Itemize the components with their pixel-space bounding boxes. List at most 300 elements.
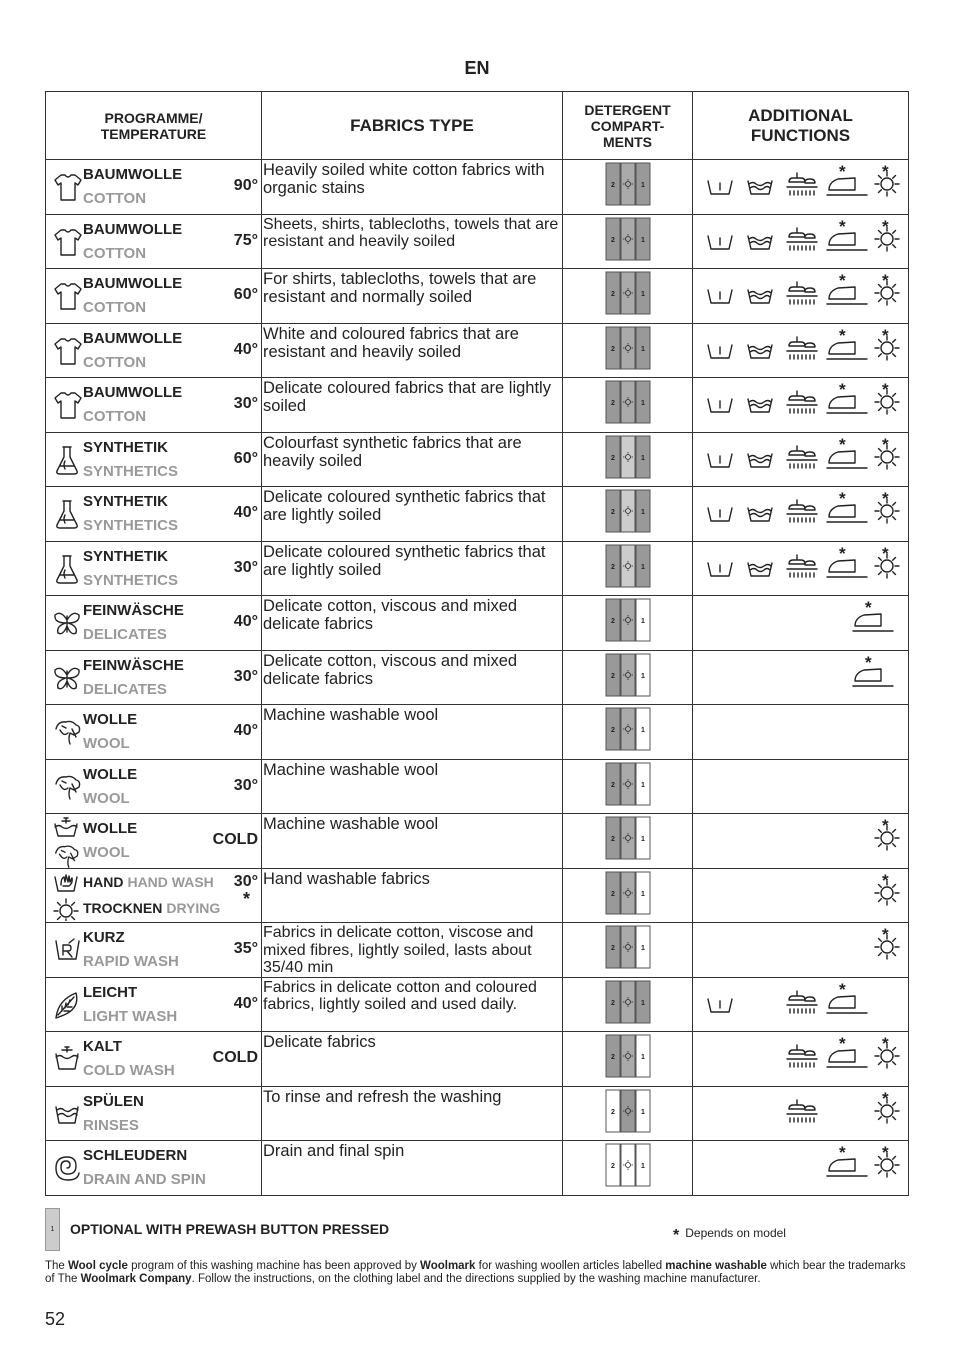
drying-sun-icon bbox=[52, 897, 80, 921]
prewash-icon bbox=[705, 556, 735, 585]
svg-text:1: 1 bbox=[640, 563, 645, 571]
fabrics-cell bbox=[262, 378, 563, 433]
functions-cell bbox=[693, 541, 909, 596]
detergent-compartment-icon bbox=[604, 454, 652, 483]
rinse-icon bbox=[785, 170, 819, 203]
detergent-compartment-icon bbox=[604, 400, 652, 428]
fabric-description: Hand washable fabrics bbox=[263, 869, 430, 888]
cotton-shirt-icon bbox=[52, 334, 82, 368]
functions-cell bbox=[693, 705, 909, 760]
detergent-compartment-icon bbox=[604, 1054, 652, 1082]
functions-cell bbox=[693, 214, 909, 269]
dry-icon bbox=[873, 816, 901, 857]
temperature: 75° bbox=[233, 231, 258, 249]
temperature: 40° bbox=[233, 994, 258, 1012]
fabric-description: Delicate cotton, viscous and mixed delicate fabrics bbox=[263, 597, 518, 633]
star-icon: * bbox=[882, 870, 889, 890]
programme-name-de: WOLLE bbox=[83, 711, 138, 728]
iron-icon bbox=[851, 598, 895, 639]
fabrics-cell bbox=[262, 923, 563, 978]
svg-text:1: 1 bbox=[640, 509, 645, 517]
star-icon: * bbox=[673, 1227, 680, 1244]
dry-icon bbox=[873, 925, 901, 966]
table-row bbox=[46, 432, 909, 487]
programme-name-de: BAUMWOLLE bbox=[83, 329, 183, 347]
programme-cell bbox=[46, 541, 262, 596]
star-icon: * bbox=[242, 888, 250, 909]
fabrics-cell bbox=[262, 269, 563, 324]
detergent-cell bbox=[563, 269, 693, 324]
star-icon: * bbox=[882, 271, 889, 290]
functions-cell bbox=[693, 160, 909, 215]
cotton-shirt-icon bbox=[52, 225, 82, 259]
detergent-cell bbox=[563, 705, 693, 760]
svg-text:1: 1 bbox=[640, 400, 645, 408]
language-label: EN bbox=[464, 58, 490, 78]
fabrics-cell bbox=[262, 705, 563, 760]
fabric-description: Machine washable wool bbox=[263, 815, 439, 833]
svg-text:2: 2 bbox=[610, 1108, 615, 1116]
functions-cell bbox=[693, 487, 909, 542]
svg-text:2: 2 bbox=[610, 182, 615, 190]
programme-cell: HAND HAND WASH TROCKNEN DRYING 30° * bbox=[46, 868, 262, 923]
star-icon: * bbox=[865, 598, 872, 617]
fabric-description: Delicate coloured fabrics that are lightly soiled bbox=[263, 379, 551, 415]
detergent-compartment-icon bbox=[604, 945, 652, 973]
temperature: 30° bbox=[233, 558, 258, 576]
detergent-compartment-icon bbox=[604, 1108, 652, 1137]
detergent-cell bbox=[563, 323, 693, 378]
detergent-cell bbox=[563, 432, 693, 487]
fabric-description: To rinse and refresh the washing bbox=[263, 1087, 502, 1106]
programme-name-de: BAUMWOLLE bbox=[83, 275, 183, 292]
svg-text:1: 1 bbox=[640, 618, 645, 626]
woolmark-note: The Wool cycle program of this washing machine has been approved by Woolmark for washing woollen articles labelled machine washable which bear the trademarks of The Woolmark Company. Follow the instructions, on the clothing label and the directions supplied by the washing machine manufacturer. bbox=[45, 1260, 906, 1285]
programme-name-de: LEICHT bbox=[83, 983, 138, 1001]
intensive-icon bbox=[745, 174, 775, 203]
table-row bbox=[46, 814, 909, 869]
fabric-description: Delicate fabrics bbox=[263, 1033, 376, 1051]
header-additional: ADDITIONAL FUNCTIONS bbox=[693, 92, 909, 160]
star-icon: * bbox=[882, 816, 889, 835]
iron-icon bbox=[825, 271, 869, 312]
star-icon: * bbox=[839, 216, 846, 236]
svg-text:2: 2 bbox=[610, 672, 615, 680]
svg-text:2: 2 bbox=[610, 618, 615, 626]
star-icon: * bbox=[882, 489, 889, 508]
temperature: 90° bbox=[233, 177, 258, 194]
dry-icon bbox=[873, 162, 901, 203]
temperature: 60° bbox=[233, 449, 258, 467]
programme-cell bbox=[46, 759, 262, 814]
programme-cell bbox=[46, 269, 262, 324]
rapid-wash-icon bbox=[52, 933, 82, 967]
wool-sheep-icon bbox=[52, 715, 82, 749]
fabrics-cell bbox=[262, 868, 563, 923]
functions-cell bbox=[693, 323, 909, 378]
svg-text:1: 1 bbox=[640, 182, 645, 190]
temperature: 60° bbox=[233, 286, 258, 303]
programme-name-en: SYNTHETICS bbox=[83, 517, 179, 534]
svg-text:1: 1 bbox=[640, 945, 645, 953]
synthetic-flask-icon bbox=[52, 497, 82, 531]
programme-name-en: WOOL bbox=[83, 844, 130, 861]
detergent-compartment-icon bbox=[604, 618, 652, 646]
svg-text:1: 1 bbox=[640, 1108, 645, 1116]
iron-icon bbox=[825, 380, 869, 421]
detergent-cell bbox=[563, 1032, 693, 1087]
programme-name-en: DELICATES bbox=[83, 626, 167, 643]
temperature: 40° bbox=[233, 722, 258, 739]
butterfly-icon bbox=[52, 606, 82, 640]
svg-text:1: 1 bbox=[640, 291, 645, 299]
table-row bbox=[46, 650, 909, 705]
dry-icon bbox=[873, 325, 901, 367]
functions-cell bbox=[693, 269, 909, 324]
table-row bbox=[46, 160, 909, 215]
cold-wash-icon bbox=[52, 1042, 82, 1076]
fabric-description: Machine washable wool bbox=[263, 706, 439, 724]
intensive-icon bbox=[745, 556, 775, 585]
programme-name-de: SYNTHETIK bbox=[83, 493, 169, 510]
programme-name-de: BAUMWOLLE bbox=[83, 166, 183, 183]
programme-cell bbox=[46, 650, 262, 705]
svg-text:1: 1 bbox=[640, 781, 645, 789]
svg-text:2: 2 bbox=[610, 890, 615, 898]
table-row bbox=[46, 269, 909, 324]
fabric-description: White and coloured fabrics that are resistant and heavily soiled bbox=[263, 324, 519, 361]
hand-wash-icon bbox=[52, 871, 80, 895]
detergent-cell bbox=[563, 1086, 693, 1141]
fabrics-cell bbox=[262, 759, 563, 814]
prewash-icon bbox=[705, 229, 735, 258]
temperature: 40° bbox=[233, 340, 258, 358]
fabric-description: Drain and final spin bbox=[263, 1142, 405, 1160]
programme-name-en: COLD WASH bbox=[83, 1062, 175, 1079]
programme-cell bbox=[46, 814, 262, 869]
wool-cold-icon bbox=[52, 816, 80, 840]
dry-icon bbox=[873, 271, 901, 312]
functions-cell bbox=[693, 759, 909, 814]
prewash-icon bbox=[705, 501, 735, 530]
star-icon: * bbox=[882, 216, 889, 236]
fabrics-cell bbox=[262, 596, 563, 651]
functions-cell bbox=[693, 650, 909, 705]
functions-cell bbox=[693, 1141, 909, 1196]
intensive-icon bbox=[745, 338, 775, 367]
fabric-description: Machine washable wool bbox=[263, 760, 439, 779]
iron-icon bbox=[825, 325, 869, 367]
table-row bbox=[46, 214, 909, 269]
svg-text:1: 1 bbox=[640, 1163, 645, 1171]
iron-icon bbox=[825, 979, 869, 1021]
star-icon: * bbox=[882, 1088, 889, 1108]
cotton-shirt-icon bbox=[52, 279, 82, 313]
prewash-icon bbox=[705, 283, 735, 312]
prewash-icon bbox=[705, 338, 735, 367]
functions-cell bbox=[693, 977, 909, 1032]
star-icon: * bbox=[839, 434, 846, 454]
fabrics-cell bbox=[262, 650, 563, 705]
rinse-icon bbox=[785, 1097, 819, 1130]
dry-icon bbox=[873, 870, 901, 912]
fabric-description: Heavily soiled white cotton fabrics with organic stains bbox=[263, 161, 545, 197]
spin-icon bbox=[52, 1151, 82, 1185]
iron-icon bbox=[825, 1143, 869, 1184]
star-icon: * bbox=[839, 543, 846, 563]
iron-icon bbox=[825, 434, 869, 476]
table-row bbox=[46, 759, 909, 814]
programme-name-en: WOOL bbox=[83, 789, 130, 807]
temperature: COLD bbox=[212, 1049, 258, 1066]
svg-text:1: 1 bbox=[640, 890, 645, 898]
detergent-compartment-icon bbox=[604, 236, 652, 265]
functions-cell bbox=[693, 1032, 909, 1087]
detergent-compartment-icon bbox=[604, 781, 652, 810]
programme-name-de: SCHLEUDERN bbox=[83, 1147, 188, 1164]
star-icon: * bbox=[882, 325, 889, 345]
programme-name-de: FEINWÄSCHE bbox=[83, 656, 184, 674]
detergent-cell bbox=[563, 487, 693, 542]
svg-text:1: 1 bbox=[640, 345, 645, 353]
svg-text:1: 1 bbox=[640, 236, 645, 244]
table-row bbox=[46, 1086, 909, 1141]
programme-name-de: FEINWÄSCHE bbox=[83, 602, 184, 619]
programme-name-de: SYNTHETIK bbox=[83, 438, 169, 456]
prewash-icon bbox=[705, 174, 735, 203]
star-icon: * bbox=[839, 380, 846, 399]
table-row bbox=[46, 1141, 909, 1196]
detergent-cell bbox=[563, 596, 693, 651]
wool-sheep-icon bbox=[52, 842, 80, 866]
programme-cell bbox=[46, 923, 262, 978]
detergent-cell bbox=[563, 378, 693, 433]
programme-cell bbox=[46, 323, 262, 378]
svg-text:2: 2 bbox=[610, 345, 615, 353]
programme-name-de: BAUMWOLLE bbox=[83, 220, 183, 238]
temperature: 30° bbox=[233, 395, 258, 412]
star-icon: * bbox=[882, 162, 889, 181]
dry-icon bbox=[873, 489, 901, 530]
programme-table bbox=[45, 91, 909, 1196]
rinse-icon bbox=[52, 1097, 82, 1131]
detergent-compartment-icon bbox=[604, 563, 652, 592]
programme-name-en: COTTON bbox=[83, 244, 147, 262]
temperature: 30° bbox=[233, 667, 258, 685]
detergent-compartment-icon bbox=[604, 291, 652, 319]
programme-name-en: COTTON bbox=[83, 190, 147, 207]
iron-icon bbox=[825, 543, 869, 585]
rinse-icon bbox=[785, 497, 819, 530]
detergent-compartment-icon bbox=[604, 509, 652, 537]
programme-name-en: SYNTHETICS bbox=[83, 462, 179, 480]
programme-name-de: WOLLE bbox=[83, 820, 138, 837]
functions-cell bbox=[693, 923, 909, 978]
intensive-icon bbox=[745, 392, 775, 421]
detergent-cell bbox=[563, 541, 693, 596]
programme-name-de: KALT bbox=[83, 1038, 122, 1055]
detergent-cell bbox=[563, 214, 693, 269]
detergent-compartment-icon bbox=[604, 1163, 652, 1191]
prewash-icon bbox=[705, 392, 735, 421]
programme-cell bbox=[46, 487, 262, 542]
svg-text:1: 1 bbox=[640, 999, 645, 1007]
table-row bbox=[46, 541, 909, 596]
svg-text:2: 2 bbox=[610, 563, 615, 571]
rinse-icon bbox=[785, 388, 819, 421]
programme-name-en: COTTON bbox=[83, 408, 147, 425]
table-row bbox=[46, 705, 909, 760]
intensive-icon bbox=[745, 229, 775, 258]
fabrics-cell bbox=[262, 323, 563, 378]
wool-sheep-icon bbox=[52, 770, 82, 804]
fabrics-cell bbox=[262, 1086, 563, 1141]
svg-text:1: 1 bbox=[640, 672, 645, 680]
butterfly-icon bbox=[52, 661, 82, 695]
svg-text:2: 2 bbox=[610, 836, 615, 844]
programme-name-en: DRAIN AND SPIN bbox=[83, 1171, 206, 1188]
fabrics-cell bbox=[262, 814, 563, 869]
header-fabrics: FABRICS TYPE bbox=[262, 92, 563, 160]
detergent-compartment-icon bbox=[604, 345, 652, 374]
dry-icon bbox=[873, 1088, 901, 1130]
star-icon: * bbox=[839, 162, 846, 181]
programme-cell bbox=[46, 160, 262, 215]
dry-icon bbox=[873, 543, 901, 585]
programme-name-en: COTTON bbox=[83, 353, 147, 371]
detergent-compartment-icon bbox=[604, 672, 652, 701]
programme-cell bbox=[46, 1086, 262, 1141]
programme-name-de: BAUMWOLLE bbox=[83, 384, 183, 401]
svg-text:2: 2 bbox=[610, 236, 615, 244]
svg-text:2: 2 bbox=[610, 509, 615, 517]
fabrics-cell bbox=[262, 977, 563, 1032]
functions-cell bbox=[693, 1086, 909, 1141]
programme-cell bbox=[46, 378, 262, 433]
programme-name-en: LIGHT WASH bbox=[83, 1007, 178, 1025]
iron-icon bbox=[825, 216, 869, 258]
star-icon: * bbox=[839, 271, 846, 290]
iron-icon bbox=[825, 1034, 869, 1075]
dry-icon bbox=[873, 1034, 901, 1075]
legend-text: OPTIONAL WITH PREWASH BUTTON PRESSED bbox=[70, 1221, 390, 1237]
programme-cell bbox=[46, 705, 262, 760]
programme-name-en: SYNTHETICS bbox=[83, 571, 179, 589]
svg-text:2: 2 bbox=[610, 781, 615, 789]
svg-text:2: 2 bbox=[610, 945, 615, 953]
table-row bbox=[46, 378, 909, 433]
svg-text:2: 2 bbox=[610, 454, 615, 462]
programme-name-de: SPÜLEN bbox=[83, 1092, 144, 1110]
temperature: 30° bbox=[233, 776, 258, 794]
detergent-compartment-icon bbox=[604, 182, 652, 210]
star-icon: * bbox=[882, 925, 889, 944]
fabrics-cell bbox=[262, 487, 563, 542]
programme-cell bbox=[46, 1032, 262, 1087]
star-icon: * bbox=[839, 325, 846, 345]
detergent-compartment-icon bbox=[604, 890, 652, 919]
detergent-compartment-icon bbox=[604, 836, 652, 864]
iron-icon bbox=[825, 489, 869, 530]
header-programme: PROGRAMME/ TEMPERATURE bbox=[46, 92, 262, 160]
programme-name-en: WOOL bbox=[83, 735, 130, 752]
fabric-description: Fabrics in delicate cotton and coloured fabrics, lightly soiled and used daily. bbox=[263, 978, 537, 1013]
svg-text:2: 2 bbox=[610, 291, 615, 299]
svg-text:2: 2 bbox=[610, 727, 615, 735]
fabrics-cell bbox=[262, 432, 563, 487]
cotton-shirt-icon bbox=[52, 170, 82, 204]
temperature: 40° bbox=[233, 504, 258, 521]
rinse-icon bbox=[785, 988, 819, 1021]
table-row bbox=[46, 977, 909, 1032]
fabrics-cell bbox=[262, 160, 563, 215]
table-row bbox=[46, 596, 909, 651]
intensive-icon bbox=[745, 447, 775, 476]
table-row bbox=[46, 1032, 909, 1087]
dry-icon bbox=[873, 1143, 901, 1184]
temperature: 30° bbox=[233, 872, 258, 890]
svg-text:2: 2 bbox=[610, 1054, 615, 1062]
detergent-cell bbox=[563, 923, 693, 978]
table-header-row bbox=[46, 92, 909, 160]
detergent-compartment-icon bbox=[604, 999, 652, 1028]
fabrics-cell bbox=[262, 1141, 563, 1196]
fabric-description: Colourfast synthetic fabrics that are heavily soiled bbox=[263, 433, 522, 470]
svg-text:1: 1 bbox=[640, 836, 645, 844]
table-row bbox=[46, 868, 909, 923]
rinse-icon bbox=[785, 552, 819, 585]
svg-text:1: 1 bbox=[640, 1054, 645, 1062]
star-icon: * bbox=[882, 1143, 889, 1162]
star-icon: * bbox=[839, 979, 846, 999]
rinse-icon bbox=[785, 279, 819, 312]
svg-text:2: 2 bbox=[610, 400, 615, 408]
temperature: 40° bbox=[233, 613, 258, 630]
star-icon: * bbox=[882, 1034, 889, 1053]
programme-name-de: KURZ bbox=[83, 929, 125, 946]
svg-text:1: 1 bbox=[640, 727, 645, 735]
rinse-icon bbox=[785, 334, 819, 367]
star-icon: * bbox=[865, 652, 872, 672]
detergent-cell bbox=[563, 977, 693, 1032]
fabric-description: Delicate coloured synthetic fabrics that are lightly soiled bbox=[263, 542, 546, 579]
programme-name-en: COTTON bbox=[83, 299, 147, 316]
header-detergent: DETERGENT COMPART- MENTS bbox=[563, 92, 693, 160]
intensive-icon bbox=[745, 283, 775, 312]
programme-name-de: SYNTHETIK bbox=[83, 547, 169, 565]
functions-cell bbox=[693, 596, 909, 651]
intensive-icon bbox=[745, 501, 775, 530]
rinse-icon bbox=[785, 443, 819, 476]
programme-name-en: RAPID WASH bbox=[83, 953, 179, 970]
dry-icon bbox=[873, 216, 901, 258]
cotton-shirt-icon bbox=[52, 388, 82, 422]
functions-cell bbox=[693, 868, 909, 923]
dry-icon bbox=[873, 434, 901, 476]
table-row bbox=[46, 923, 909, 978]
fabrics-cell bbox=[262, 214, 563, 269]
functions-cell bbox=[693, 432, 909, 487]
detergent-compartment-icon bbox=[604, 727, 652, 755]
synthetic-flask-icon bbox=[52, 443, 82, 477]
functions-cell bbox=[693, 378, 909, 433]
temperature: 35° bbox=[233, 940, 258, 957]
fabric-description: Fabrics in delicate cotton, viscose and mixed fibres, lightly soiled, lasts about 35/40 min bbox=[263, 924, 534, 976]
star-icon: * bbox=[839, 489, 846, 508]
star-icon: * bbox=[882, 434, 889, 454]
star-icon: * bbox=[839, 1034, 846, 1053]
star-icon: * bbox=[882, 543, 889, 563]
